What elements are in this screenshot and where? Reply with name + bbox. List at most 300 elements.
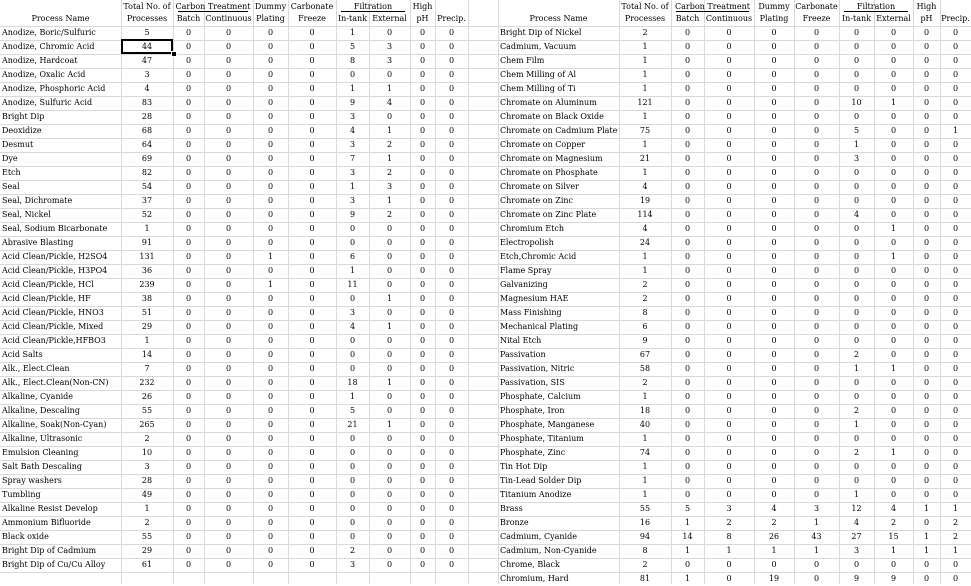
cell-external[interactable]: 0 bbox=[890, 560, 897, 569]
cell-continuous[interactable]: 0 bbox=[726, 28, 732, 37]
cell-batch[interactable]: 0 bbox=[185, 434, 192, 443]
cell-ph[interactable]: 0 bbox=[923, 308, 930, 317]
cell-external[interactable]: 0 bbox=[890, 280, 897, 289]
cell-ph[interactable]: 0 bbox=[419, 434, 426, 443]
cell-in-tank[interactable]: 0 bbox=[853, 392, 860, 401]
cell-precip[interactable]: 0 bbox=[952, 112, 959, 121]
cell-external[interactable]: 2 bbox=[386, 210, 393, 219]
cell-precip[interactable]: 0 bbox=[448, 336, 455, 345]
cell-precip[interactable]: 0 bbox=[448, 70, 455, 79]
cell-process-name[interactable]: Acid Salts bbox=[2, 350, 43, 359]
cell-process-name[interactable]: Chrome, Black bbox=[500, 560, 560, 569]
cell-processes[interactable]: 47 bbox=[141, 56, 153, 65]
cell-batch[interactable]: 0 bbox=[684, 42, 691, 51]
cell-process-name[interactable]: Acid Clean/Pickle, HNO3 bbox=[2, 308, 104, 317]
cell-process-name[interactable]: Bright Dip of Cu/Cu Alloy bbox=[2, 560, 106, 569]
cell-ph[interactable]: 0 bbox=[923, 70, 930, 79]
cell-batch[interactable]: 0 bbox=[684, 140, 691, 149]
cell-freeze[interactable]: 0 bbox=[813, 196, 820, 205]
cell-plating[interactable]: 0 bbox=[267, 140, 274, 149]
cell-plating[interactable]: 0 bbox=[267, 308, 274, 317]
cell-freeze[interactable]: 0 bbox=[813, 476, 820, 485]
cell-plating[interactable]: 0 bbox=[267, 532, 274, 541]
cell-ph[interactable]: 0 bbox=[419, 140, 426, 149]
cell-ph[interactable]: 0 bbox=[923, 490, 930, 499]
cell-process-name[interactable]: Dye bbox=[2, 154, 18, 163]
cell-processes[interactable]: 10 bbox=[141, 448, 153, 457]
cell-processes[interactable]: 21 bbox=[639, 154, 651, 163]
cell-ph[interactable]: 0 bbox=[419, 168, 426, 177]
cell-in-tank[interactable]: 4 bbox=[349, 126, 356, 135]
cell-continuous[interactable]: 0 bbox=[726, 196, 732, 205]
cell-ph[interactable]: 0 bbox=[419, 154, 426, 163]
cell-precip[interactable]: 0 bbox=[448, 434, 455, 443]
cell-precip[interactable]: 0 bbox=[952, 238, 959, 247]
cell-freeze[interactable]: 0 bbox=[309, 434, 315, 443]
cell-ph[interactable]: 0 bbox=[923, 392, 930, 401]
cell-in-tank[interactable]: 0 bbox=[853, 322, 860, 331]
cell-process-name[interactable]: Anodize, Oxalic Acid bbox=[2, 70, 86, 79]
cell-in-tank[interactable]: 0 bbox=[349, 504, 356, 513]
cell-process-name[interactable]: Ammonium Bifluoride bbox=[2, 518, 91, 527]
cell-process-name[interactable]: Chromate on Zinc bbox=[500, 196, 574, 205]
cell-processes[interactable]: 82 bbox=[141, 168, 153, 177]
cell-in-tank[interactable]: 4 bbox=[853, 518, 860, 527]
cell-process-name[interactable]: Chem Milling of Al bbox=[500, 70, 577, 79]
cell-ph[interactable]: 0 bbox=[923, 126, 930, 135]
cell-process-name[interactable]: Chromate on Copper bbox=[500, 140, 586, 149]
cell-precip[interactable]: 0 bbox=[448, 490, 455, 499]
cell-processes[interactable]: 40 bbox=[639, 420, 651, 429]
cell-continuous[interactable]: 0 bbox=[726, 168, 732, 177]
cell-ph[interactable]: 0 bbox=[419, 112, 426, 121]
cell-precip[interactable]: 2 bbox=[952, 532, 959, 541]
cell-plating[interactable]: 0 bbox=[267, 490, 274, 499]
cell-process-name[interactable]: Acid Clean/Pickle, HF bbox=[2, 294, 91, 303]
cell-plating[interactable]: 0 bbox=[771, 490, 777, 499]
cell-ph[interactable]: 0 bbox=[419, 364, 426, 373]
cell-batch[interactable]: 0 bbox=[185, 350, 192, 359]
cell-in-tank[interactable]: 12 bbox=[851, 504, 862, 513]
cell-batch[interactable]: 0 bbox=[684, 364, 691, 373]
cell-external[interactable]: 2 bbox=[386, 168, 393, 177]
cell-external[interactable]: 0 bbox=[386, 462, 393, 471]
cell-external[interactable]: 0 bbox=[890, 238, 897, 247]
cell-batch[interactable]: 0 bbox=[684, 560, 691, 569]
cell-ph[interactable]: 0 bbox=[419, 518, 426, 527]
cell-in-tank[interactable]: 18 bbox=[347, 378, 358, 387]
cell-plating[interactable]: 0 bbox=[771, 392, 777, 401]
cell-ph[interactable]: 0 bbox=[923, 28, 930, 37]
cell-precip[interactable]: 0 bbox=[952, 434, 959, 443]
cell-continuous[interactable]: 0 bbox=[225, 532, 232, 541]
cell-continuous[interactable]: 0 bbox=[225, 266, 232, 275]
cell-process-name[interactable]: Nital Etch bbox=[500, 336, 542, 345]
cell-plating[interactable]: 0 bbox=[267, 42, 274, 51]
cell-external[interactable]: 1 bbox=[890, 448, 897, 457]
cell-precip[interactable]: 0 bbox=[952, 182, 959, 191]
cell-batch[interactable]: 0 bbox=[684, 196, 691, 205]
cell-continuous[interactable]: 0 bbox=[225, 518, 232, 527]
cell-freeze[interactable]: 0 bbox=[813, 224, 820, 233]
cell-ph[interactable]: 0 bbox=[923, 378, 930, 387]
cell-freeze[interactable]: 1 bbox=[813, 546, 820, 555]
cell-external[interactable]: 0 bbox=[386, 406, 393, 415]
cell-plating[interactable]: 0 bbox=[267, 28, 274, 37]
cell-external[interactable]: 0 bbox=[890, 196, 897, 205]
cell-process-name[interactable]: Passivation bbox=[500, 350, 546, 359]
cell-ph[interactable]: 0 bbox=[923, 322, 930, 331]
cell-external[interactable]: 3 bbox=[386, 56, 393, 65]
cell-batch[interactable]: 0 bbox=[684, 210, 691, 219]
cell-continuous[interactable]: 0 bbox=[225, 322, 232, 331]
cell-processes[interactable]: 26 bbox=[141, 392, 153, 401]
cell-precip[interactable]: 0 bbox=[448, 560, 455, 569]
cell-continuous[interactable]: 0 bbox=[225, 28, 232, 37]
cell-ph[interactable]: 0 bbox=[923, 574, 930, 583]
cell-continuous[interactable]: 0 bbox=[225, 406, 232, 415]
cell-external[interactable]: 0 bbox=[386, 476, 393, 485]
cell-processes[interactable]: 55 bbox=[639, 504, 651, 513]
cell-processes[interactable]: 2 bbox=[144, 518, 150, 527]
cell-plating[interactable]: 0 bbox=[267, 434, 274, 443]
cell-ph[interactable]: 0 bbox=[923, 84, 930, 93]
cell-precip[interactable]: 0 bbox=[448, 168, 455, 177]
cell-in-tank[interactable]: 0 bbox=[853, 378, 860, 387]
cell-ph[interactable]: 0 bbox=[419, 546, 426, 555]
cell-processes[interactable]: 7 bbox=[144, 364, 150, 373]
cell-process-name[interactable]: Tumbling bbox=[2, 490, 41, 499]
cell-in-tank[interactable]: 3 bbox=[349, 196, 356, 205]
cell-continuous[interactable]: 0 bbox=[225, 112, 232, 121]
cell-in-tank[interactable]: 0 bbox=[853, 56, 860, 65]
cell-plating[interactable]: 0 bbox=[267, 350, 274, 359]
cell-batch[interactable]: 0 bbox=[684, 224, 691, 233]
cell-ph[interactable]: 0 bbox=[923, 266, 930, 275]
cell-plating[interactable]: 0 bbox=[771, 182, 777, 191]
cell-batch[interactable]: 0 bbox=[185, 42, 192, 51]
cell-continuous[interactable]: 0 bbox=[726, 238, 732, 247]
cell-external[interactable]: 0 bbox=[890, 168, 897, 177]
cell-process-name[interactable]: Flame Spray bbox=[500, 266, 552, 275]
cell-freeze[interactable]: 0 bbox=[813, 280, 820, 289]
cell-in-tank[interactable]: 7 bbox=[349, 154, 356, 163]
cell-freeze[interactable]: 0 bbox=[309, 168, 315, 177]
cell-process-name[interactable]: Phosphate, Titanium bbox=[500, 434, 584, 443]
cell-ph[interactable]: 0 bbox=[923, 224, 930, 233]
cell-precip[interactable]: 0 bbox=[448, 462, 455, 471]
cell-process-name[interactable]: Seal bbox=[2, 182, 20, 191]
cell-batch[interactable]: 0 bbox=[185, 280, 192, 289]
cell-processes[interactable]: 9 bbox=[642, 336, 648, 345]
cell-plating[interactable]: 0 bbox=[267, 322, 274, 331]
cell-continuous[interactable]: 0 bbox=[225, 490, 232, 499]
cell-freeze[interactable]: 0 bbox=[813, 210, 820, 219]
cell-precip[interactable]: 0 bbox=[952, 406, 959, 415]
cell-continuous[interactable]: 0 bbox=[726, 182, 732, 191]
cell-freeze[interactable]: 0 bbox=[813, 266, 820, 275]
cell-ph[interactable]: 0 bbox=[419, 308, 426, 317]
cell-plating[interactable]: 0 bbox=[267, 364, 274, 373]
cell-process-name[interactable]: Alk., Elect.Clean bbox=[2, 364, 70, 373]
cell-process-name[interactable]: Seal, Sodium Bicarbonate bbox=[2, 224, 108, 233]
cell-precip[interactable]: 0 bbox=[448, 112, 455, 121]
cell-batch[interactable]: 0 bbox=[185, 182, 192, 191]
cell-processes[interactable]: 3 bbox=[144, 70, 150, 79]
cell-in-tank[interactable]: 0 bbox=[349, 490, 356, 499]
cell-precip[interactable]: 0 bbox=[952, 266, 959, 275]
cell-in-tank[interactable]: 0 bbox=[853, 182, 860, 191]
cell-plating[interactable]: 0 bbox=[771, 336, 777, 345]
cell-in-tank[interactable]: 21 bbox=[347, 420, 358, 429]
cell-processes[interactable]: 55 bbox=[141, 406, 153, 415]
cell-ph[interactable]: 0 bbox=[923, 182, 930, 191]
cell-precip[interactable]: 0 bbox=[448, 378, 455, 387]
cell-external[interactable]: 0 bbox=[890, 294, 897, 303]
cell-process-name[interactable]: Bright Dip of Nickel bbox=[500, 28, 582, 37]
cell-plating[interactable]: 0 bbox=[771, 322, 777, 331]
cell-continuous[interactable]: 0 bbox=[726, 448, 732, 457]
cell-process-name[interactable]: Chromate on Black Oxide bbox=[500, 112, 604, 121]
cell-freeze[interactable]: 0 bbox=[309, 392, 315, 401]
cell-batch[interactable]: 0 bbox=[684, 98, 691, 107]
cell-in-tank[interactable]: 0 bbox=[853, 336, 860, 345]
cell-plating[interactable]: 26 bbox=[768, 532, 780, 541]
cell-ph[interactable]: 0 bbox=[923, 168, 930, 177]
cell-in-tank[interactable]: 2 bbox=[853, 406, 860, 415]
cell-plating[interactable]: 0 bbox=[771, 112, 777, 121]
cell-plating[interactable]: 0 bbox=[771, 280, 777, 289]
cell-freeze[interactable]: 1 bbox=[813, 518, 820, 527]
cell-ph[interactable]: 0 bbox=[419, 406, 426, 415]
cell-plating[interactable]: 0 bbox=[267, 154, 274, 163]
cell-process-name[interactable]: Emulsion Cleaning bbox=[2, 448, 79, 457]
cell-plating[interactable]: 2 bbox=[771, 518, 777, 527]
cell-batch[interactable]: 0 bbox=[185, 84, 192, 93]
cell-freeze[interactable]: 3 bbox=[813, 504, 820, 513]
cell-processes[interactable]: 69 bbox=[141, 154, 153, 163]
cell-ph[interactable]: 1 bbox=[923, 546, 930, 555]
cell-ph[interactable]: 0 bbox=[923, 560, 930, 569]
cell-batch[interactable]: 0 bbox=[185, 308, 192, 317]
cell-in-tank[interactable]: 0 bbox=[853, 266, 860, 275]
cell-process-name[interactable]: Deoxidize bbox=[2, 126, 42, 135]
cell-freeze[interactable]: 0 bbox=[309, 140, 315, 149]
cell-external[interactable]: 0 bbox=[890, 182, 897, 191]
cell-continuous[interactable]: 0 bbox=[225, 70, 232, 79]
cell-precip[interactable]: 0 bbox=[952, 392, 959, 401]
cell-freeze[interactable]: 0 bbox=[813, 182, 820, 191]
cell-precip[interactable]: 0 bbox=[952, 154, 959, 163]
cell-batch[interactable]: 0 bbox=[684, 378, 691, 387]
cell-precip[interactable]: 0 bbox=[448, 420, 455, 429]
cell-process-name[interactable]: Seal, Nickel bbox=[2, 210, 51, 219]
cell-freeze[interactable]: 0 bbox=[813, 56, 820, 65]
cell-external[interactable]: 0 bbox=[386, 336, 393, 345]
cell-precip[interactable]: 0 bbox=[448, 532, 455, 541]
cell-process-name[interactable]: Desmut bbox=[2, 140, 34, 149]
cell-processes[interactable]: 29 bbox=[141, 322, 153, 331]
cell-ph[interactable]: 0 bbox=[419, 266, 426, 275]
cell-external[interactable]: 0 bbox=[890, 406, 897, 415]
cell-plating[interactable]: 0 bbox=[267, 126, 274, 135]
cell-freeze[interactable]: 0 bbox=[813, 294, 820, 303]
cell-plating[interactable]: 0 bbox=[771, 252, 777, 261]
cell-ph[interactable]: 0 bbox=[923, 252, 930, 261]
cell-plating[interactable]: 0 bbox=[771, 378, 777, 387]
cell-external[interactable]: 0 bbox=[386, 518, 393, 527]
cell-continuous[interactable]: 1 bbox=[726, 546, 732, 555]
cell-continuous[interactable]: 0 bbox=[225, 56, 232, 65]
cell-ph[interactable]: 0 bbox=[923, 154, 930, 163]
cell-plating[interactable]: 0 bbox=[771, 42, 777, 51]
cell-freeze[interactable]: 0 bbox=[813, 462, 820, 471]
cell-processes[interactable]: 24 bbox=[639, 238, 651, 247]
cell-plating[interactable]: 0 bbox=[267, 168, 274, 177]
cell-batch[interactable]: 0 bbox=[185, 98, 192, 107]
cell-plating[interactable]: 0 bbox=[771, 28, 777, 37]
cell-freeze[interactable]: 0 bbox=[309, 364, 315, 373]
cell-process-name[interactable]: Alkaline, Soak(Non-Cyan) bbox=[2, 420, 107, 429]
cell-freeze[interactable]: 0 bbox=[813, 70, 820, 79]
cell-precip[interactable]: 0 bbox=[448, 210, 455, 219]
cell-process-name[interactable]: Bronze bbox=[500, 518, 529, 527]
cell-freeze[interactable]: 0 bbox=[813, 168, 820, 177]
cell-continuous[interactable]: 0 bbox=[225, 392, 232, 401]
cell-external[interactable]: 0 bbox=[890, 322, 897, 331]
cell-process-name[interactable]: Passivation, Nitric bbox=[500, 364, 575, 373]
cell-in-tank[interactable]: 5 bbox=[349, 42, 356, 51]
cell-processes[interactable]: 14 bbox=[141, 350, 153, 359]
cell-processes[interactable]: 121 bbox=[637, 98, 653, 107]
cell-processes[interactable]: 61 bbox=[141, 560, 153, 569]
cell-precip[interactable]: 0 bbox=[448, 448, 455, 457]
cell-processes[interactable]: 2 bbox=[642, 280, 648, 289]
cell-external[interactable]: 1 bbox=[386, 294, 393, 303]
cell-precip[interactable]: 0 bbox=[952, 280, 959, 289]
cell-ph[interactable]: 0 bbox=[419, 84, 426, 93]
cell-process-name[interactable]: Seal, Dichromate bbox=[2, 196, 73, 205]
cell-external[interactable]: 0 bbox=[890, 420, 897, 429]
cell-ph[interactable]: 0 bbox=[419, 126, 426, 135]
cell-in-tank[interactable]: 0 bbox=[853, 42, 860, 51]
cell-precip[interactable]: 0 bbox=[448, 84, 455, 93]
cell-precip[interactable]: 0 bbox=[952, 476, 959, 485]
cell-in-tank[interactable]: 1 bbox=[853, 364, 860, 373]
cell-in-tank[interactable]: 5 bbox=[853, 126, 860, 135]
cell-continuous[interactable]: 0 bbox=[225, 42, 232, 51]
cell-batch[interactable]: 0 bbox=[684, 476, 691, 485]
cell-plating[interactable]: 0 bbox=[267, 238, 274, 247]
cell-batch[interactable]: 0 bbox=[684, 308, 691, 317]
cell-continuous[interactable]: 0 bbox=[726, 70, 732, 79]
cell-external[interactable]: 0 bbox=[386, 112, 393, 121]
cell-ph[interactable]: 0 bbox=[923, 42, 930, 51]
cell-plating[interactable]: 0 bbox=[771, 420, 777, 429]
cell-processes[interactable]: 74 bbox=[639, 448, 651, 457]
cell-freeze[interactable]: 0 bbox=[813, 392, 820, 401]
cell-freeze[interactable]: 43 bbox=[811, 532, 822, 541]
cell-plating[interactable]: 0 bbox=[771, 238, 777, 247]
cell-freeze[interactable]: 0 bbox=[813, 364, 820, 373]
cell-plating[interactable]: 0 bbox=[267, 182, 274, 191]
cell-batch[interactable]: 0 bbox=[185, 476, 192, 485]
cell-plating[interactable]: 0 bbox=[771, 476, 777, 485]
cell-processes[interactable]: 67 bbox=[639, 350, 651, 359]
cell-processes[interactable]: 44 bbox=[141, 42, 153, 51]
cell-continuous[interactable]: 0 bbox=[225, 154, 232, 163]
cell-processes[interactable]: 37 bbox=[141, 196, 153, 205]
cell-processes[interactable]: 8 bbox=[642, 546, 648, 555]
cell-freeze[interactable]: 0 bbox=[813, 252, 820, 261]
cell-processes[interactable]: 1 bbox=[642, 56, 648, 65]
cell-process-name[interactable]: Acid Clean/Pickle, H2SO4 bbox=[2, 252, 108, 261]
cell-plating[interactable]: 0 bbox=[771, 98, 777, 107]
cell-processes[interactable]: 16 bbox=[639, 518, 651, 527]
cell-plating[interactable]: 0 bbox=[771, 168, 777, 177]
cell-external[interactable]: 0 bbox=[890, 336, 897, 345]
cell-process-name[interactable]: Chromate on Silver bbox=[500, 182, 579, 191]
cell-plating[interactable]: 0 bbox=[771, 140, 777, 149]
cell-freeze[interactable]: 0 bbox=[813, 574, 820, 583]
cell-freeze[interactable]: 0 bbox=[813, 350, 820, 359]
cell-freeze[interactable]: 0 bbox=[813, 112, 820, 121]
cell-precip[interactable]: 0 bbox=[448, 308, 455, 317]
cell-continuous[interactable]: 0 bbox=[225, 364, 232, 373]
cell-external[interactable]: 1 bbox=[386, 196, 393, 205]
cell-precip[interactable]: 0 bbox=[952, 490, 959, 499]
cell-batch[interactable]: 0 bbox=[185, 196, 192, 205]
cell-external[interactable]: 0 bbox=[386, 280, 393, 289]
cell-batch[interactable]: 0 bbox=[684, 28, 691, 37]
cell-plating[interactable]: 0 bbox=[771, 56, 777, 65]
cell-batch[interactable]: 0 bbox=[185, 56, 192, 65]
cell-plating[interactable]: 0 bbox=[771, 266, 777, 275]
cell-in-tank[interactable]: 9 bbox=[349, 210, 356, 219]
cell-batch[interactable]: 0 bbox=[185, 406, 192, 415]
cell-processes[interactable]: 29 bbox=[141, 546, 153, 555]
cell-external[interactable]: 0 bbox=[890, 490, 897, 499]
cell-continuous[interactable]: 0 bbox=[225, 476, 232, 485]
cell-plating[interactable]: 0 bbox=[771, 308, 777, 317]
cell-processes[interactable]: 1 bbox=[642, 266, 648, 275]
cell-in-tank[interactable]: 8 bbox=[349, 56, 356, 65]
cell-freeze[interactable]: 0 bbox=[309, 476, 315, 485]
cell-freeze[interactable]: 0 bbox=[813, 560, 820, 569]
cell-processes[interactable]: 1 bbox=[642, 140, 648, 149]
cell-continuous[interactable]: 0 bbox=[225, 280, 232, 289]
cell-plating[interactable]: 0 bbox=[267, 378, 274, 387]
cell-continuous[interactable]: 0 bbox=[726, 294, 732, 303]
cell-continuous[interactable]: 0 bbox=[726, 364, 732, 373]
cell-batch[interactable]: 0 bbox=[185, 238, 192, 247]
cell-precip[interactable]: 0 bbox=[448, 392, 455, 401]
cell-continuous[interactable]: 0 bbox=[225, 448, 232, 457]
cell-processes[interactable]: 1 bbox=[144, 224, 150, 233]
cell-processes[interactable]: 64 bbox=[141, 140, 153, 149]
cell-processes[interactable]: 54 bbox=[141, 182, 153, 191]
cell-plating[interactable]: 0 bbox=[267, 546, 274, 555]
cell-in-tank[interactable]: 3 bbox=[853, 154, 860, 163]
cell-batch[interactable]: 0 bbox=[684, 420, 691, 429]
cell-plating[interactable]: 0 bbox=[771, 560, 777, 569]
fill-handle[interactable] bbox=[171, 51, 177, 57]
cell-plating[interactable]: 0 bbox=[267, 210, 274, 219]
cell-ph[interactable]: 0 bbox=[923, 336, 930, 345]
cell-external[interactable]: 0 bbox=[386, 70, 393, 79]
cell-external[interactable]: 0 bbox=[890, 434, 897, 443]
cell-in-tank[interactable]: 0 bbox=[853, 560, 860, 569]
